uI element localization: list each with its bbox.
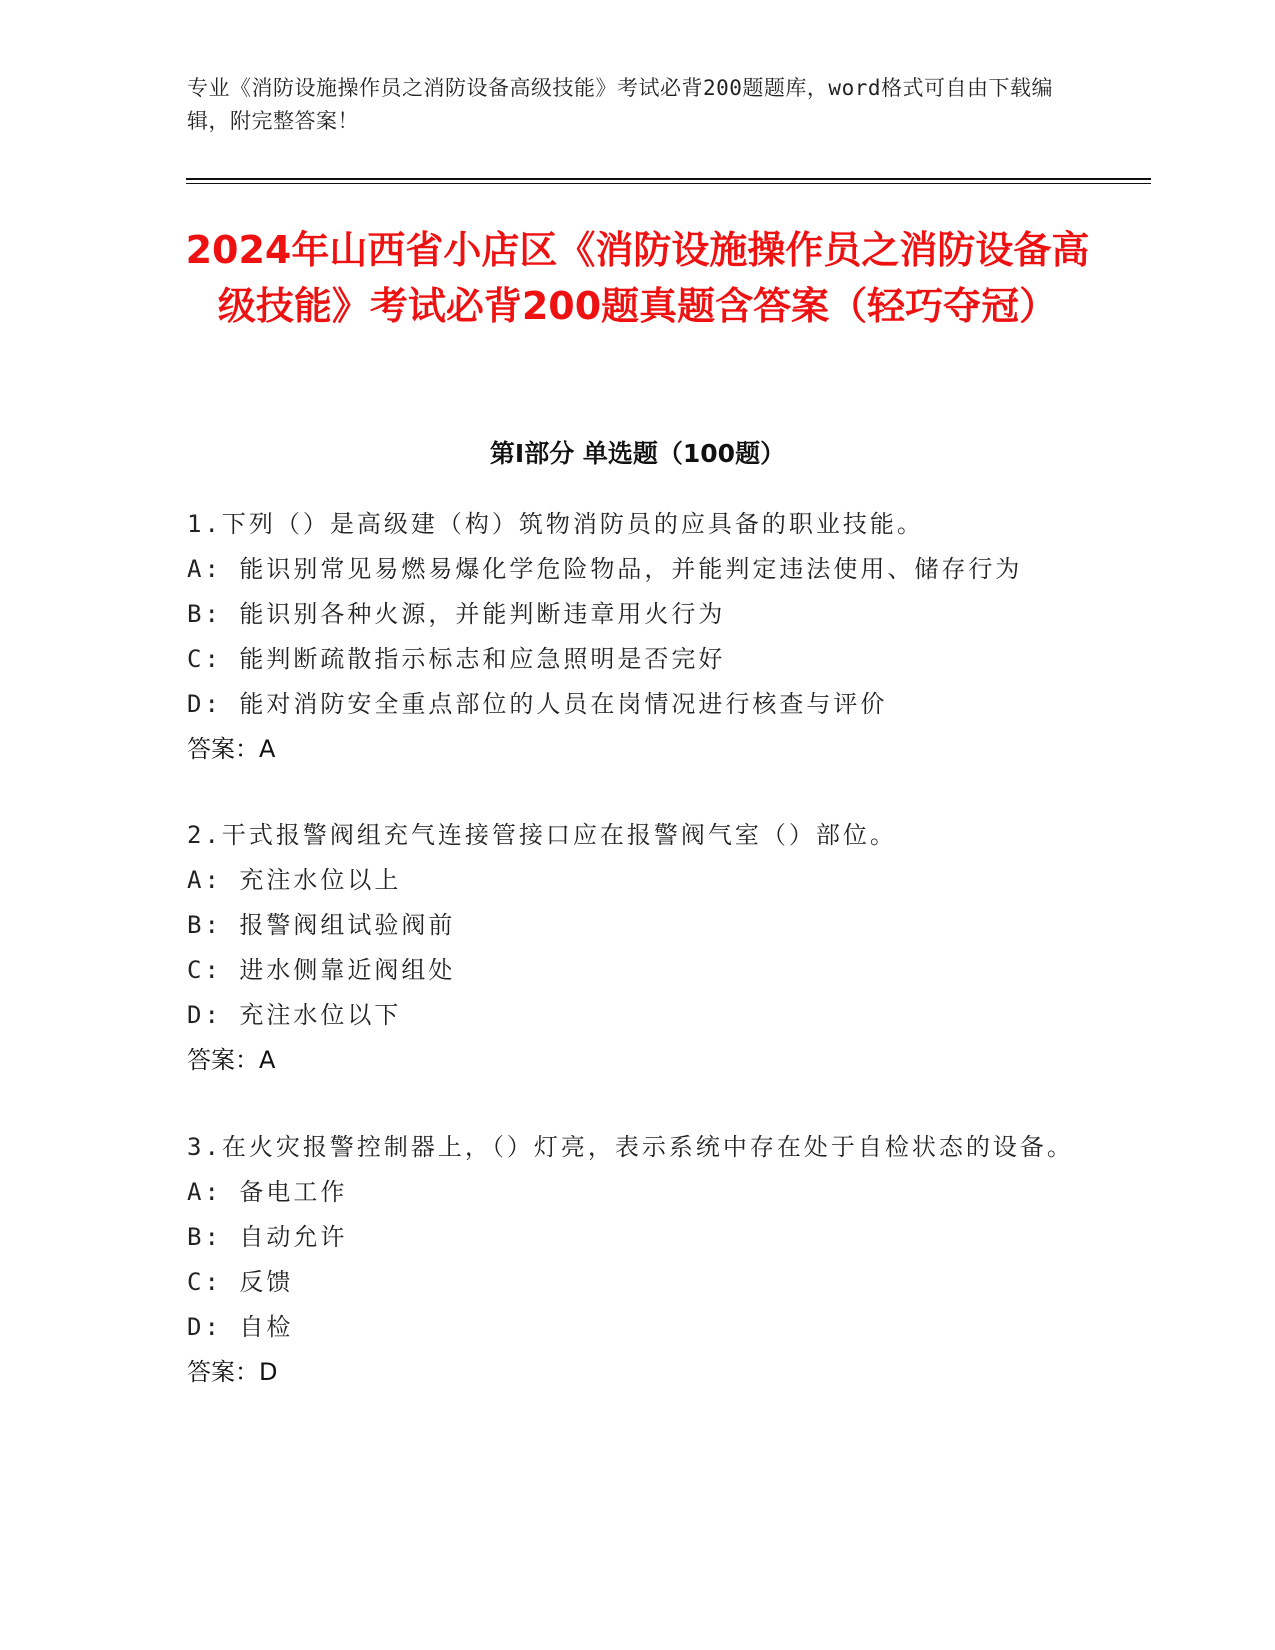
option-b: B: 能识别各种火源，并能判断违章用火行为	[187, 600, 726, 628]
option-d: D: 自检	[187, 1313, 294, 1341]
question-2	[187, 813, 1087, 1083]
answer: 答案：A	[187, 1046, 276, 1074]
header-rule-thin	[186, 183, 1151, 184]
option-c: C: 反馈	[187, 1268, 294, 1296]
question-stem: 1.下列（）是高级建（构）筑物消防员的应具备的职业技能。	[187, 510, 924, 538]
option-b: B: 自动允许	[187, 1223, 348, 1251]
question-stem: 3.在火灾报警控制器上，（）灯亮，表示系统中存在处于自检状态的设备。	[187, 1133, 1074, 1161]
question-3	[187, 1125, 1087, 1395]
answer: 答案：D	[187, 1358, 278, 1386]
answer: 答案：A	[187, 735, 276, 763]
question-1	[187, 502, 1087, 772]
option-a: A: 能识别常见易燃易爆化学危险物品，并能判定违法使用、储存行为	[187, 555, 1023, 583]
question-stem: 2.干式报警阀组充气连接管接口应在报警阀气室（）部位。	[187, 821, 897, 849]
option-c: C: 能判断疏散指示标志和应急照明是否完好	[187, 645, 726, 673]
option-d: D: 能对消防安全重点部位的人员在岗情况进行核查与评价	[187, 690, 888, 718]
option-a: A: 备电工作	[187, 1178, 348, 1206]
option-b: B: 报警阀组试验阀前	[187, 911, 456, 939]
option-c: C: 进水侧靠近阀组处	[187, 956, 456, 984]
header-rule-thick	[186, 178, 1151, 180]
document-title: 2024年山西省小店区《消防设施操作员之消防设备高级技能》考试必背200题真题含答案（轻巧夺冠）	[185, 228, 1090, 328]
option-d: D: 充注水位以下	[187, 1001, 402, 1029]
section-title: 第I部分 单选题（100题）	[489, 439, 786, 468]
option-a: A: 充注水位以上	[187, 866, 402, 894]
header-note: 专业《消防设施操作员之消防设备高级技能》考试必背200题题库，word格式可自由下载编辑，附完整答案！	[187, 76, 1053, 133]
